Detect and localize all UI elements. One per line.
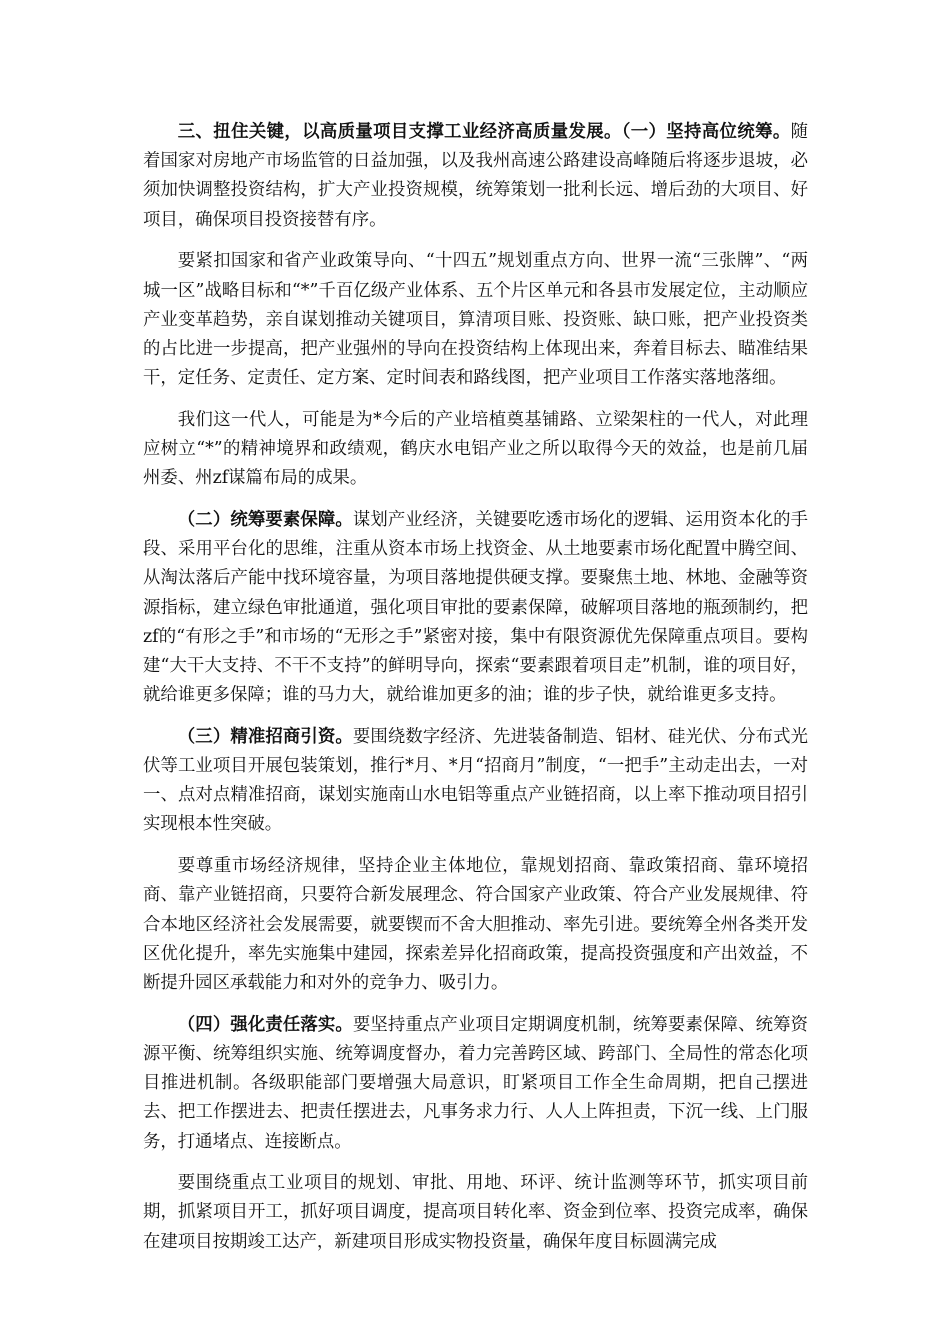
paragraph-7-heading: （四）强化责任落实。	[177, 1014, 353, 1035]
paragraph-4	[143, 506, 808, 710]
paragraph-1	[143, 118, 808, 235]
paragraph-6-text: 要尊重市场经济规律，坚持企业主体地位，靠规划招商、靠政策招商、靠环境招商、靠产业链招商，只要符合新发展理念、符合国家产业政策、符合产业发展规律、符合本地区经济社会发展需要，就要锲而不舍大胆推动、率先引进。要统筹全州各类开发区优化提升，率先实施集中建园，探索差异化招商政策，提高投资强度和产出效益，不断提升园区承载能力和对外的竞争力、吸引力。	[143, 856, 808, 993]
paragraph-7	[143, 1011, 808, 1157]
paragraph-1-heading: 三、扭住关键，以高质量项目支撑工业经济高质量发展。（一）坚持高位统筹。	[177, 122, 791, 142]
paragraph-3	[143, 406, 808, 494]
paragraph-1-text: 随着国家对房地产市场监管的日益加强，以及我州高速公路建设高峰随后将逐步退坡，必须加快调整投资结构，扩大产业投资规模，统筹策划一批利长远、增后劲的大项目、好项目，确保项目投资接替有序。	[143, 122, 808, 230]
paragraph-5-text: 要围绕数字经济、先进装备制造、铝材、硅光伏、分布式光伏等工业项目开展包装策划，推行*月、*月“招商月”制度，“一把手”主动走出去，一对一、点对点精准招商，谋划实施南山水电铝等重点产业链招商，以上率下推动项目招引实现根本性突破。	[143, 726, 808, 835]
paragraph-2	[143, 247, 808, 393]
paragraph-8-text: 要围绕重点工业项目的规划、审批、用地、环评、统计监测等环节，抓实项目前期，抓紧项目开工，抓好项目调度，提高项目转化率、资金到位率、投资完成率，确保在建项目按期竣工达产，新建项目形成实物投资量，确保年度目标圆满完成	[143, 1173, 808, 1252]
paragraph-8	[143, 1169, 808, 1257]
paragraph-6	[143, 852, 808, 998]
paragraph-5-heading: （三）精准招商引资。	[177, 726, 353, 747]
paragraph-4-heading: （二）统筹要素保障。	[177, 509, 353, 530]
document-body	[143, 118, 808, 1269]
paragraph-5	[143, 723, 808, 840]
paragraph-4-text: 谋划产业经济，关键要吃透市场化的逻辑、运用资本化的手段、采用平台化的思维，注重从资本市场上找资金、从土地要素市场化配置中腾空间、从淘汰落后产能中找环境容量，为项目落地提供硬支撑。要聚焦土地、林地、金融等资源指标，建立绿色审批通道，强化项目审批的要素保障，破解项目落地的瓶颈制约，把zf的“有形之手”和市场的“无形之手”紧密对接，集中有限资源优先保障重点项目。要构建“大干大支持、不干不支持”的鲜明导向，探索“要素跟着项目走”机制，谁的项目好，就给谁更多保障；谁的马力大，就给谁加更多的油；谁的步子快，就给谁更多支持。	[143, 509, 808, 706]
paragraph-3-text: 我们这一代人，可能是为*今后的产业培植奠基铺路、立梁架柱的一代人，对此理应树立“*”的精神境界和政绩观，鹤庆水电铝产业之所以取得今天的效益，也是前几届州委、州zf谋篇布局的成果。	[143, 409, 808, 489]
paragraph-7-text: 要坚持重点产业项目定期调度机制，统筹要素保障、统筹资源平衡、统筹组织实施、统筹调度督办，着力完善跨区域、跨部门、全局性的常态化项目推进机制。各级职能部门要增强大局意识，盯紧项目工作全生命周期，把自己摆进去、把工作摆进去、把责任摆进去，凡事务求力行、人人上阵担责，下沉一线、上门服务，打通堵点、连接断点。	[143, 1014, 808, 1152]
paragraph-2-text: 要紧扣国家和省产业政策导向、“十四五”规划重点方向、世界一流“三张牌”、“两城一区”战略目标和“*”千百亿级产业体系、五个片区单元和各县市发展定位，主动顺应产业变革趋势，亲自谋划推动关键项目，算清项目账、投资账、缺口账，把产业投资类的占比进一步提高，把产业强州的导向在投资结构上体现出来，奔着目标去、瞄准结果干，定任务、定责任、定方案、定时间表和路线图，把产业项目工作落实落地落细。	[143, 251, 808, 389]
